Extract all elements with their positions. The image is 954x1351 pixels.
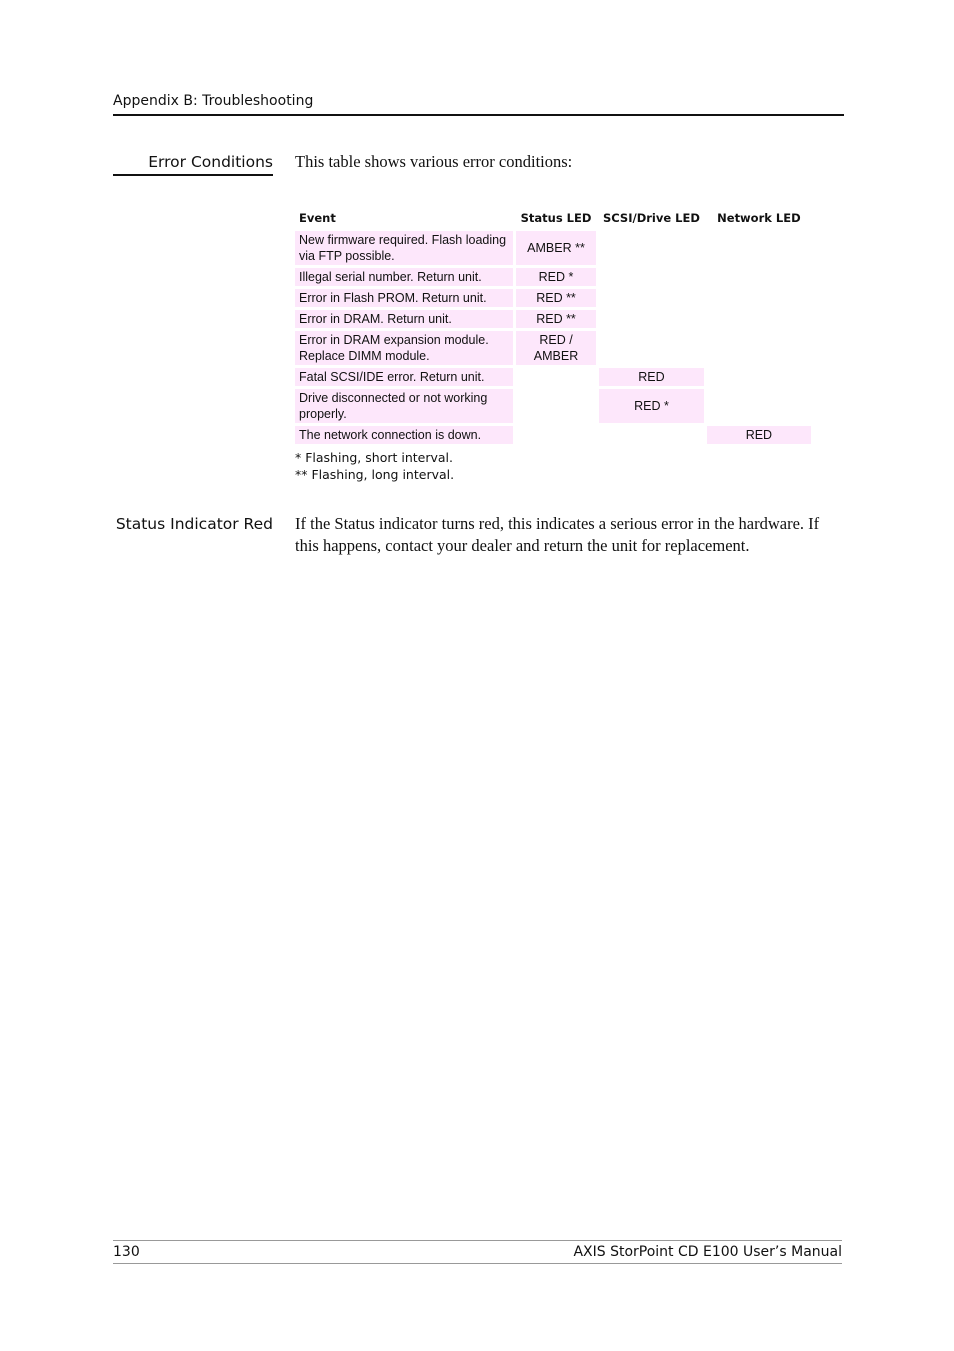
status-led-cell: RED / AMBER: [516, 331, 596, 365]
event-cell: Fatal SCSI/IDE error. Return unit.: [295, 368, 513, 386]
table-row: [295, 426, 811, 444]
network-led-cell: [707, 389, 811, 423]
drive-led-cell: [599, 289, 704, 307]
column-header-network-led: Network LED: [717, 211, 801, 225]
network-led-cell: [707, 289, 811, 307]
column-header-scsi-drive-led: SCSI/Drive LED: [603, 211, 700, 225]
network-led-cell: [707, 368, 811, 386]
status-led-cell: RED *: [516, 268, 596, 286]
table-row: [295, 268, 811, 286]
event-cell: The network connection is down.: [295, 426, 513, 444]
table-row: [295, 231, 811, 265]
network-led-cell: [707, 268, 811, 286]
status-led-cell: [516, 368, 596, 386]
manual-title: AXIS StorPoint CD E100 User’s Manual: [573, 1244, 842, 1260]
drive-led-cell: [599, 331, 704, 365]
status-led-cell: AMBER **: [516, 231, 596, 265]
error-conditions-heading: Error Conditions: [113, 151, 273, 176]
drive-led-cell: [599, 310, 704, 328]
table-row: [295, 389, 811, 423]
status-led-cell: [516, 389, 596, 423]
status-led-cell: [516, 426, 596, 444]
table-header-row: [295, 208, 811, 228]
error-conditions-table: [292, 205, 814, 447]
drive-led-cell: [599, 268, 704, 286]
table-row: [295, 289, 811, 307]
column-header-event: Event: [299, 211, 336, 225]
table-row: [295, 368, 811, 386]
network-led-cell: [707, 310, 811, 328]
drive-led-cell: RED *: [599, 389, 704, 423]
network-led-cell: [707, 231, 811, 265]
column-header-status-led: Status LED: [520, 211, 592, 225]
drive-led-cell: [599, 231, 704, 265]
status-indicator-text: If the Status indicator turns red, this indicates a serious error in the hardware. If this happens, contact your dealer and return the unit for replacement.: [295, 514, 820, 555]
event-cell: Error in DRAM expansion module. Replace DIMM module.: [295, 331, 513, 365]
table-row: [295, 310, 811, 328]
event-cell: Error in DRAM. Return unit.: [295, 310, 513, 328]
event-cell: Illegal serial number. Return unit.: [295, 268, 513, 286]
event-cell: Drive disconnected or not working properly.: [295, 389, 513, 423]
drive-led-cell: [599, 426, 704, 444]
drive-led-cell: RED: [599, 368, 704, 386]
network-led-cell: RED: [707, 426, 811, 444]
table-row: [295, 331, 811, 365]
event-cell: Error in Flash PROM. Return unit.: [295, 289, 513, 307]
status-indicator-heading: Status Indicator Red: [115, 515, 273, 533]
footnote-long-interval: ** Flashing, long interval.: [295, 467, 455, 482]
error-conditions-intro: This table shows various error conditions:: [295, 152, 573, 171]
footnote-short-interval: * Flashing, short interval.: [295, 450, 453, 465]
network-led-cell: [707, 331, 811, 365]
status-led-cell: RED **: [516, 289, 596, 307]
page-footer: [113, 1240, 842, 1264]
status-led-cell: RED **: [516, 310, 596, 328]
page-number: 130: [113, 1244, 140, 1260]
table-footnotes: [295, 449, 454, 483]
running-head: Appendix B: Troubleshooting: [113, 92, 844, 116]
event-cell: New firmware required. Flash loading via FTP possible.: [295, 231, 513, 265]
